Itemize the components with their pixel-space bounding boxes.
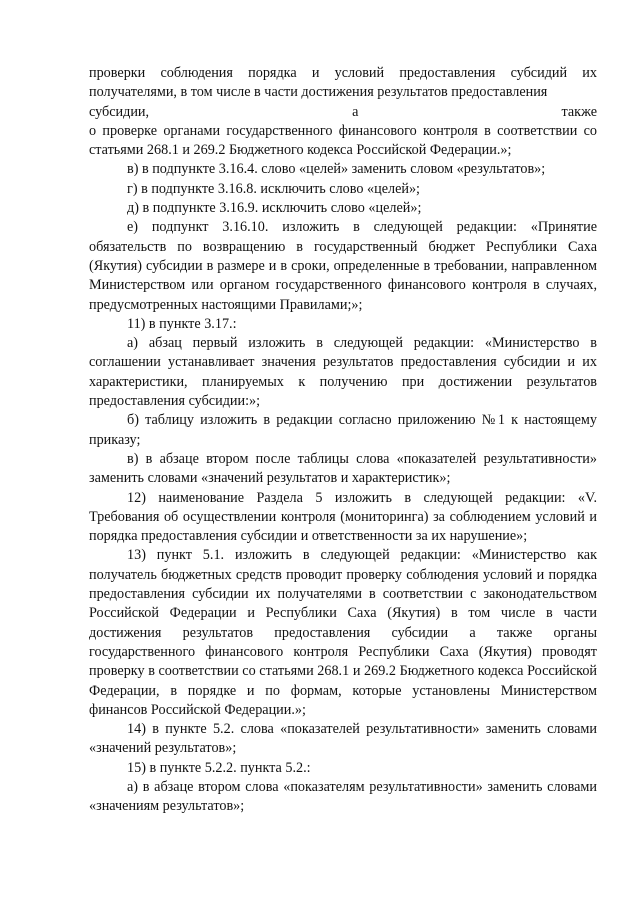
list-item-11-b: б) таблицу изложить в редакции согласно приложению №1 к настоящему приказу; bbox=[89, 412, 597, 448]
list-item-v: в) в подпункте 3.16.4. слово «целей» заменить словом «результатов»; bbox=[127, 161, 546, 178]
list-item-e: е) подпункт 3.16.10. изложить в следующей редакции: «Принятие обязательств по возвращению в государственный бюджет Республики Саха (Якутия) субсидии в размере и в сроки, определенные в требовании, направленном Министерством или органом государственного финансового контроля в случаях, предусмотренных настоящими Правилами;»; bbox=[89, 219, 597, 313]
paragraph-continuation: проверки соблюдения порядка и условий предоставления субсидий их получателями, в том числе в части достижения результатов предоставления bbox=[89, 65, 597, 101]
list-item-11: 11) в пункте 3.17.: bbox=[127, 315, 237, 332]
list-item-15-a: а) в абзаце втором слова «показателям результативности» заменить словами «значениям результатов»; bbox=[89, 778, 597, 815]
paragraph-continuation-spread: субсидии, а также bbox=[89, 103, 597, 120]
list-item-11-a: а) абзац первый изложить в следующей редакции: «Министерство в соглашении устанавливает значения результатов предоставления субсидии и их характеристики, планируемых к получению при достижении результатов предоставления субсидии:»; bbox=[89, 335, 597, 410]
list-item-11-v: в) в абзаце втором после таблицы слова «показателей результативности» заменить словами «значений результатов и характеристик»; bbox=[89, 450, 597, 487]
list-item-d: д) в подпункте 3.16.9. исключить слово «целей»; bbox=[127, 200, 422, 217]
list-item-12: 12) наименование Раздела 5 изложить в следующей редакции: «V. Требования об осуществлении контроля (мониторинга) за соблюдением условий и порядка предоставления субсидии и ответственности за их нарушение»; bbox=[89, 489, 597, 545]
paragraph-continuation-end: о проверке органами государственного финансового контроля в соответствии со статьями 268.1 и 269.2 Бюджетного кодекса Российской Федерации.»; bbox=[89, 122, 597, 159]
list-item-15: 15) в пункте 5.2.2. пункта 5.2.: bbox=[127, 759, 311, 776]
list-item-13: 13) пункт 5.1. изложить в следующей редакции: «Министерство как получатель бюджетных средств проводит проверку соблюдения условий и порядка предоставления субсидии их получателями в соответствии с законодательством Российской Федерации и Республики Саха (Якутия) в том числе в части достижения результатов предоставления субсидии а также органы государственного финансового контроля Республики Саха (Якутия) проводят проверку в соответствии со статьями 268.1 и 269.2 Бюджетного кодекса Российской Федерации, в порядке и по формам, которые установлены Министерством финансов Российской Федерации.»; bbox=[89, 547, 597, 718]
list-item-14: 14) в пункте 5.2. слова «показателей результативности» заменить словами «значений результатов»; bbox=[89, 721, 597, 757]
list-item-g: г) в подпункте 3.16.8. исключить слово «целей»; bbox=[127, 180, 420, 197]
document-page bbox=[89, 64, 597, 817]
